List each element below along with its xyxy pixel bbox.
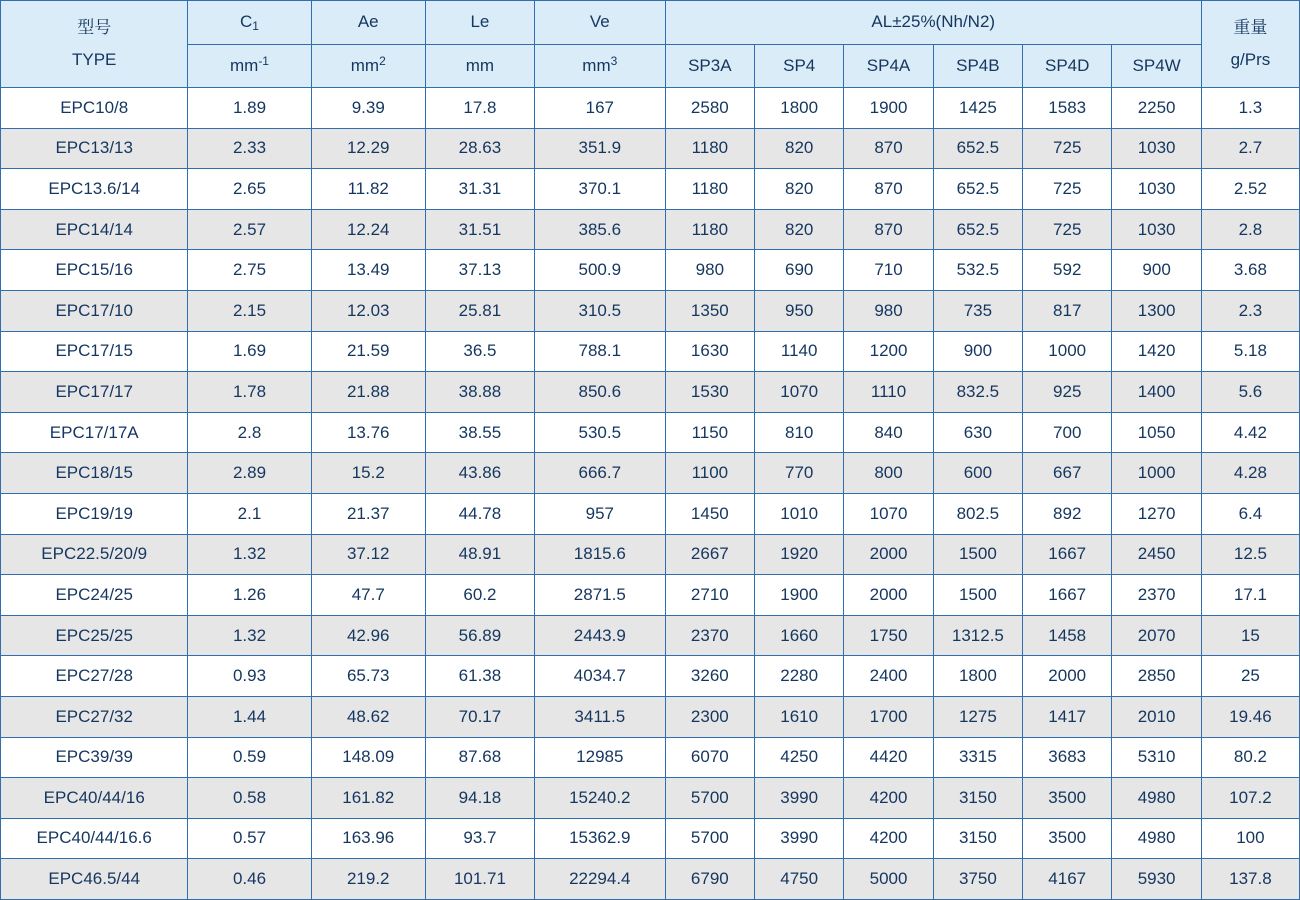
cell-ae: 161.82: [311, 778, 425, 819]
cell-type: EPC17/17A: [1, 412, 188, 453]
cell-ve: 351.9: [534, 128, 665, 169]
cell-al-sp4d: 667: [1023, 453, 1112, 494]
cell-al-sp4: 950: [755, 290, 844, 331]
cell-al-sp4b: 1800: [933, 656, 1022, 697]
cell-al-sp3a: 2667: [665, 534, 754, 575]
cell-al-sp4b: 532.5: [933, 250, 1022, 291]
column-header-le: Le: [425, 1, 534, 45]
cell-weight: 2.52: [1201, 169, 1299, 210]
cell-al-sp4a: 4200: [844, 778, 933, 819]
table-row: [1, 209, 1300, 250]
cell-al-sp3a: 1100: [665, 453, 754, 494]
cell-al-sp4d: 3500: [1023, 778, 1112, 819]
unit-header-ve: $mm^3$: [534, 44, 665, 88]
cell-al-sp4a: 1070: [844, 493, 933, 534]
cell-al-sp3a: 1630: [665, 331, 754, 372]
cell-al-sp3a: 1450: [665, 493, 754, 534]
cell-c1: 2.75: [188, 250, 311, 291]
cell-al-sp4w: 1050: [1112, 412, 1201, 453]
table-row: [1, 128, 1300, 169]
cell-al-sp4: 820: [755, 169, 844, 210]
table-row: [1, 250, 1300, 291]
table-row: [1, 575, 1300, 616]
cell-weight: 4.28: [1201, 453, 1299, 494]
column-header-sp4b: SP4B: [933, 44, 1022, 88]
cell-ae: 42.96: [311, 615, 425, 656]
cell-type: EPC40/44/16.6: [1, 818, 188, 859]
cell-al-sp4a: 1750: [844, 615, 933, 656]
cell-le: 31.51: [425, 209, 534, 250]
cell-ae: 47.7: [311, 575, 425, 616]
cell-le: 94.18: [425, 778, 534, 819]
cell-al-sp3a: 2580: [665, 88, 754, 129]
cell-al-sp4w: 2250: [1112, 88, 1201, 129]
table-row: [1, 493, 1300, 534]
column-header-weight-cn: 重量: [1233, 17, 1268, 37]
cell-type: EPC14/14: [1, 209, 188, 250]
cell-type: EPC13/13: [1, 128, 188, 169]
cell-le: 70.17: [425, 696, 534, 737]
cell-al-sp4: 1900: [755, 575, 844, 616]
cell-le: 17.8: [425, 88, 534, 129]
table-row: [1, 656, 1300, 697]
cell-al-sp4w: 4980: [1112, 818, 1201, 859]
column-header-sp4: SP4: [755, 44, 844, 88]
cell-al-sp3a: 2300: [665, 696, 754, 737]
cell-ve: 2443.9: [534, 615, 665, 656]
cell-c1: 0.46: [188, 859, 311, 900]
cell-al-sp4a: 870: [844, 128, 933, 169]
cell-al-sp4b: 1275: [933, 696, 1022, 737]
cell-c1: 2.65: [188, 169, 311, 210]
cell-ae: 12.29: [311, 128, 425, 169]
cell-al-sp4a: 5000: [844, 859, 933, 900]
cell-al-sp4: 770: [755, 453, 844, 494]
cell-al-sp3a: 1180: [665, 169, 754, 210]
cell-al-sp4: 3990: [755, 818, 844, 859]
cell-al-sp4b: 832.5: [933, 372, 1022, 413]
table-row: [1, 453, 1300, 494]
column-header-type: [1, 1, 188, 88]
cell-al-sp4a: 1200: [844, 331, 933, 372]
cell-al-sp3a: 3260: [665, 656, 754, 697]
cell-al-sp3a: 6790: [665, 859, 754, 900]
cell-al-sp4b: 652.5: [933, 128, 1022, 169]
cell-le: 44.78: [425, 493, 534, 534]
cell-al-sp4a: 800: [844, 453, 933, 494]
cell-weight: 100: [1201, 818, 1299, 859]
cell-al-sp3a: 980: [665, 250, 754, 291]
cell-type: EPC22.5/20/9: [1, 534, 188, 575]
cell-le: 37.13: [425, 250, 534, 291]
cell-al-sp4a: 4420: [844, 737, 933, 778]
cell-le: 101.71: [425, 859, 534, 900]
column-header-weight: [1201, 1, 1299, 88]
table-row: [1, 169, 1300, 210]
cell-le: 43.86: [425, 453, 534, 494]
cell-type: EPC40/44/16: [1, 778, 188, 819]
column-header-c1: $C_1$: [188, 1, 311, 45]
cell-al-sp4w: 1000: [1112, 453, 1201, 494]
cell-type: EPC46.5/44: [1, 859, 188, 900]
table-row: [1, 412, 1300, 453]
cell-al-sp4d: 1667: [1023, 534, 1112, 575]
cell-al-sp4w: 1400: [1112, 372, 1201, 413]
cell-al-sp4: 1800: [755, 88, 844, 129]
cell-weight: 1.3: [1201, 88, 1299, 129]
cell-ve: 957: [534, 493, 665, 534]
cell-al-sp4: 1140: [755, 331, 844, 372]
table-row: [1, 818, 1300, 859]
cell-al-sp4w: 5310: [1112, 737, 1201, 778]
cell-ae: 21.37: [311, 493, 425, 534]
cell-weight: 19.46: [1201, 696, 1299, 737]
cell-al-sp4d: 725: [1023, 209, 1112, 250]
cell-type: EPC17/17: [1, 372, 188, 413]
cell-weight: 5.18: [1201, 331, 1299, 372]
cell-weight: 15: [1201, 615, 1299, 656]
cell-c1: 2.8: [188, 412, 311, 453]
cell-c1: 0.57: [188, 818, 311, 859]
cell-al-sp3a: 1530: [665, 372, 754, 413]
cell-le: 60.2: [425, 575, 534, 616]
cell-al-sp4: 1010: [755, 493, 844, 534]
cell-le: 87.68: [425, 737, 534, 778]
cell-al-sp4b: 3150: [933, 818, 1022, 859]
cell-al-sp3a: 2370: [665, 615, 754, 656]
cell-type: EPC24/25: [1, 575, 188, 616]
cell-al-sp4b: 1425: [933, 88, 1022, 129]
cell-ae: 37.12: [311, 534, 425, 575]
table-row: [1, 290, 1300, 331]
cell-al-sp4d: 4167: [1023, 859, 1112, 900]
column-header-ve: Ve: [534, 1, 665, 45]
cell-type: EPC10/8: [1, 88, 188, 129]
cell-ve: 850.6: [534, 372, 665, 413]
cell-al-sp4b: 1500: [933, 575, 1022, 616]
cell-al-sp4: 1610: [755, 696, 844, 737]
cell-al-sp3a: 6070: [665, 737, 754, 778]
cell-ae: 21.59: [311, 331, 425, 372]
cell-al-sp4b: 1500: [933, 534, 1022, 575]
cell-weight: 137.8: [1201, 859, 1299, 900]
cell-weight: 12.5: [1201, 534, 1299, 575]
unit-header-ae: $mm^2$: [311, 44, 425, 88]
cell-ve: 2871.5: [534, 575, 665, 616]
cell-le: 25.81: [425, 290, 534, 331]
cell-type: EPC17/15: [1, 331, 188, 372]
cell-c1: 2.89: [188, 453, 311, 494]
table-row: [1, 331, 1300, 372]
column-header-sp4w: SP4W: [1112, 44, 1201, 88]
table-row: [1, 534, 1300, 575]
table-row: [1, 615, 1300, 656]
cell-ae: 12.03: [311, 290, 425, 331]
cell-al-sp4a: 1700: [844, 696, 933, 737]
cell-type: EPC17/10: [1, 290, 188, 331]
table-row: [1, 778, 1300, 819]
cell-ae: 9.39: [311, 88, 425, 129]
cell-c1: 0.93: [188, 656, 311, 697]
cell-al-sp4d: 725: [1023, 128, 1112, 169]
table-row: [1, 737, 1300, 778]
cell-c1: 1.78: [188, 372, 311, 413]
cell-al-sp4d: 1000: [1023, 331, 1112, 372]
column-header-sp4a: SP4A: [844, 44, 933, 88]
cell-al-sp4d: 1417: [1023, 696, 1112, 737]
cell-al-sp4d: 892: [1023, 493, 1112, 534]
cell-le: 61.38: [425, 656, 534, 697]
cell-al-sp4: 1070: [755, 372, 844, 413]
cell-al-sp3a: 5700: [665, 818, 754, 859]
cell-c1: 1.26: [188, 575, 311, 616]
cell-ae: 11.82: [311, 169, 425, 210]
cell-al-sp3a: 1180: [665, 128, 754, 169]
cell-ve: 666.7: [534, 453, 665, 494]
cell-ve: 385.6: [534, 209, 665, 250]
table-row: [1, 88, 1300, 129]
cell-ae: 148.09: [311, 737, 425, 778]
cell-ae: 163.96: [311, 818, 425, 859]
cell-type: EPC39/39: [1, 737, 188, 778]
cell-c1: 1.32: [188, 615, 311, 656]
cell-al-sp4b: 630: [933, 412, 1022, 453]
cell-weight: 17.1: [1201, 575, 1299, 616]
cell-al-sp4b: 802.5: [933, 493, 1022, 534]
cell-al-sp4: 820: [755, 128, 844, 169]
cell-ve: 4034.7: [534, 656, 665, 697]
cell-c1: 0.58: [188, 778, 311, 819]
cell-al-sp4w: 1030: [1112, 209, 1201, 250]
cell-c1: 1.44: [188, 696, 311, 737]
cell-al-sp4w: 1030: [1112, 128, 1201, 169]
cell-al-sp4a: 840: [844, 412, 933, 453]
cell-ve: 788.1: [534, 331, 665, 372]
cell-ae: 15.2: [311, 453, 425, 494]
cell-ve: 500.9: [534, 250, 665, 291]
cell-weight: 107.2: [1201, 778, 1299, 819]
cell-al-sp4a: 1110: [844, 372, 933, 413]
cell-al-sp4w: 2850: [1112, 656, 1201, 697]
cell-ve: 310.5: [534, 290, 665, 331]
cell-al-sp4a: 2000: [844, 575, 933, 616]
table-header: [1, 1, 1300, 88]
cell-al-sp4: 4250: [755, 737, 844, 778]
cell-al-sp4d: 592: [1023, 250, 1112, 291]
table-row: [1, 859, 1300, 900]
cell-type: EPC18/15: [1, 453, 188, 494]
column-header-type-en: TYPE: [72, 50, 117, 69]
cell-al-sp4d: 2000: [1023, 656, 1112, 697]
cell-al-sp4w: 1030: [1112, 169, 1201, 210]
cell-c1: 1.69: [188, 331, 311, 372]
column-header-type-cn: 型号: [77, 17, 112, 37]
cell-weight: 25: [1201, 656, 1299, 697]
cell-al-sp4w: 2370: [1112, 575, 1201, 616]
cell-al-sp4w: 5930: [1112, 859, 1201, 900]
cell-ve: 15362.9: [534, 818, 665, 859]
cell-weight: 6.4: [1201, 493, 1299, 534]
cell-al-sp4w: 1270: [1112, 493, 1201, 534]
cell-al-sp4a: 710: [844, 250, 933, 291]
cell-ve: 370.1: [534, 169, 665, 210]
table-body: [1, 88, 1300, 900]
cell-c1: 2.57: [188, 209, 311, 250]
cell-type: EPC13.6/14: [1, 169, 188, 210]
cell-al-sp4a: 870: [844, 169, 933, 210]
cell-weight: 80.2: [1201, 737, 1299, 778]
cell-al-sp4a: 870: [844, 209, 933, 250]
cell-al-sp4d: 700: [1023, 412, 1112, 453]
cell-al-sp3a: 1350: [665, 290, 754, 331]
cell-al-sp4b: 652.5: [933, 209, 1022, 250]
cell-ve: 1815.6: [534, 534, 665, 575]
cell-al-sp4b: 900: [933, 331, 1022, 372]
cell-le: 28.63: [425, 128, 534, 169]
cell-al-sp4b: 3150: [933, 778, 1022, 819]
cell-al-sp4: 3990: [755, 778, 844, 819]
cell-al-sp4w: 2450: [1112, 534, 1201, 575]
cell-al-sp4d: 1667: [1023, 575, 1112, 616]
table-row: [1, 696, 1300, 737]
cell-weight: 2.3: [1201, 290, 1299, 331]
cell-al-sp3a: 1180: [665, 209, 754, 250]
cell-al-sp4b: 652.5: [933, 169, 1022, 210]
cell-weight: 3.68: [1201, 250, 1299, 291]
cell-ae: 12.24: [311, 209, 425, 250]
cell-ve: 530.5: [534, 412, 665, 453]
table-row: [1, 372, 1300, 413]
cell-al-sp4: 690: [755, 250, 844, 291]
cell-c1: 0.59: [188, 737, 311, 778]
cell-ae: 65.73: [311, 656, 425, 697]
cell-al-sp4a: 980: [844, 290, 933, 331]
cell-al-sp4w: 1420: [1112, 331, 1201, 372]
unit-header-le: mm: [425, 44, 534, 88]
cell-al-sp4: 1660: [755, 615, 844, 656]
cell-ve: 15240.2: [534, 778, 665, 819]
cell-weight: 2.7: [1201, 128, 1299, 169]
cell-c1: 2.1: [188, 493, 311, 534]
cell-c1: 1.32: [188, 534, 311, 575]
cell-c1: 1.89: [188, 88, 311, 129]
cell-al-sp3a: 2710: [665, 575, 754, 616]
cell-weight: 5.6: [1201, 372, 1299, 413]
cell-al-sp4w: 2070: [1112, 615, 1201, 656]
cell-ve: 12985: [534, 737, 665, 778]
cell-al-sp4b: 600: [933, 453, 1022, 494]
cell-le: 48.91: [425, 534, 534, 575]
cell-al-sp4d: 925: [1023, 372, 1112, 413]
cell-al-sp4w: 4980: [1112, 778, 1201, 819]
cell-le: 38.55: [425, 412, 534, 453]
cell-ve: 167: [534, 88, 665, 129]
cell-al-sp4d: 1458: [1023, 615, 1112, 656]
cell-al-sp4: 820: [755, 209, 844, 250]
cell-al-sp4w: 900: [1112, 250, 1201, 291]
cell-al-sp4: 810: [755, 412, 844, 453]
cell-al-sp4d: 817: [1023, 290, 1112, 331]
cell-ve: 22294.4: [534, 859, 665, 900]
cell-le: 93.7: [425, 818, 534, 859]
cell-ae: 13.49: [311, 250, 425, 291]
column-header-ae: Ae: [311, 1, 425, 45]
cell-type: EPC15/16: [1, 250, 188, 291]
cell-al-sp4: 4750: [755, 859, 844, 900]
cell-c1: 2.33: [188, 128, 311, 169]
cell-le: 36.5: [425, 331, 534, 372]
cell-ae: 219.2: [311, 859, 425, 900]
column-header-sp4d: SP4D: [1023, 44, 1112, 88]
cell-al-sp4a: 2400: [844, 656, 933, 697]
cell-ae: 21.88: [311, 372, 425, 413]
cell-le: 31.31: [425, 169, 534, 210]
column-header-al-group: AL±25%(Nh/N2): [665, 1, 1201, 45]
cell-ae: 48.62: [311, 696, 425, 737]
cell-al-sp4d: 3683: [1023, 737, 1112, 778]
cell-c1: 2.15: [188, 290, 311, 331]
cell-al-sp4b: 735: [933, 290, 1022, 331]
cell-al-sp4d: 725: [1023, 169, 1112, 210]
unit-header-c1: $mm^{-1}$: [188, 44, 311, 88]
cell-al-sp4d: 1583: [1023, 88, 1112, 129]
cell-type: EPC27/32: [1, 696, 188, 737]
cell-weight: 4.42: [1201, 412, 1299, 453]
cell-ae: 13.76: [311, 412, 425, 453]
cell-type: EPC27/28: [1, 656, 188, 697]
cell-ve: 3411.5: [534, 696, 665, 737]
cell-al-sp4: 1920: [755, 534, 844, 575]
cell-al-sp4d: 3500: [1023, 818, 1112, 859]
cell-le: 56.89: [425, 615, 534, 656]
cell-type: EPC25/25: [1, 615, 188, 656]
cell-le: 38.88: [425, 372, 534, 413]
cell-al-sp4a: 4200: [844, 818, 933, 859]
cell-al-sp4w: 1300: [1112, 290, 1201, 331]
cell-al-sp4b: 3750: [933, 859, 1022, 900]
cell-type: EPC19/19: [1, 493, 188, 534]
cell-al-sp3a: 5700: [665, 778, 754, 819]
cell-al-sp4w: 2010: [1112, 696, 1201, 737]
cell-weight: 2.8: [1201, 209, 1299, 250]
cell-al-sp4a: 2000: [844, 534, 933, 575]
column-header-weight-unit: g/Prs: [1230, 50, 1271, 69]
cell-al-sp3a: 1150: [665, 412, 754, 453]
cell-al-sp4b: 1312.5: [933, 615, 1022, 656]
cell-al-sp4a: 1900: [844, 88, 933, 129]
cell-al-sp4: 2280: [755, 656, 844, 697]
column-header-sp3a: SP3A: [665, 44, 754, 88]
cell-al-sp4b: 3315: [933, 737, 1022, 778]
